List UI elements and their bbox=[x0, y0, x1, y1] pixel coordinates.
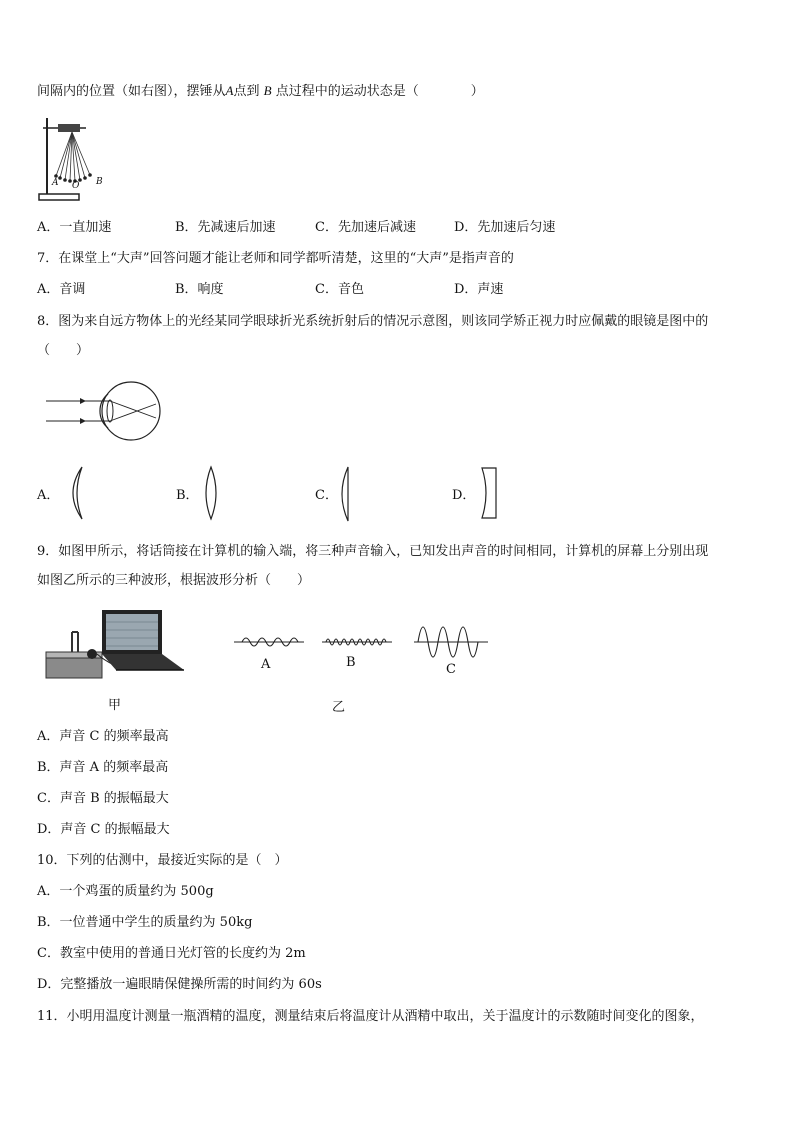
q8-stem: 8．图为来自远方物体上的光经某同学眼球折光系统折射后的情况示意图，则该同学矫正视力时应佩戴的眼镜是图中的 bbox=[37, 314, 709, 329]
q8-option-c-label[interactable]: C． bbox=[315, 488, 338, 503]
q7-option-a[interactable]: A．音调 bbox=[37, 282, 86, 297]
q10-option-a[interactable]: A．一个鸡蛋的质量约为 500g bbox=[37, 884, 214, 899]
q9-stem-line2: 如图乙所示的三种波形，根据波形分析（ ） bbox=[37, 573, 311, 588]
fig-jia-label: 甲 bbox=[108, 698, 122, 713]
eye-diagram bbox=[44, 380, 164, 442]
wave-label-c: C bbox=[446, 662, 456, 677]
q10-stem: 10．下列的估测中，最接近实际的是（ ） bbox=[37, 853, 288, 868]
q7-option-c[interactable]: C．音色 bbox=[315, 282, 364, 297]
q9-option-b[interactable]: B．声音 A 的频率最高 bbox=[37, 760, 169, 775]
q7-option-d[interactable]: D．声速 bbox=[454, 282, 504, 297]
microphone-computer-figure bbox=[42, 608, 187, 683]
q11-stem: 11．小明用温度计测量一瓶酒精的温度，测量结束后将温度计从酒精中取出，关于温度计的示数随时间变化的图象， bbox=[37, 1009, 704, 1024]
q7-option-b[interactable]: B．响度 bbox=[175, 282, 224, 297]
lens-concave-icon bbox=[478, 465, 500, 521]
q10-option-b[interactable]: B．一位普通中学生的质量约为 50kg bbox=[37, 915, 253, 930]
q6-option-b[interactable]: B．先减速后加速 bbox=[175, 220, 276, 235]
q8-stem-paren: （ ） bbox=[37, 343, 90, 358]
q9-option-a[interactable]: A．声音 C 的频率最高 bbox=[37, 729, 169, 744]
q8-option-d-label[interactable]: D． bbox=[452, 488, 476, 503]
q9-option-c[interactable]: C．声音 B 的振幅最大 bbox=[37, 791, 169, 806]
lens-concave-meniscus-icon bbox=[62, 465, 88, 521]
q9-stem: 9．如图甲所示，将话筒接在计算机的输入端，将三种声音输入，已知发出声音的时间相同，计算机的屏幕上分别出现 bbox=[37, 544, 709, 559]
q6-option-d[interactable]: D．先加速后匀速 bbox=[454, 220, 556, 235]
lens-convex-icon bbox=[200, 465, 222, 521]
q7-stem: 7．在课堂上“大声”回答问题才能让老师和同学都听清楚，这里的“大声”是指声音的 bbox=[37, 251, 514, 266]
fig-label-o: O bbox=[72, 181, 80, 191]
fig-label-b: B bbox=[96, 177, 103, 187]
lens-plano-convex-icon bbox=[336, 465, 356, 523]
fig-label-a: A bbox=[52, 178, 59, 188]
wave-label-a: A bbox=[261, 657, 271, 672]
q10-option-c[interactable]: C．教室中使用的普通日光灯管的长度约为 2m bbox=[37, 946, 306, 961]
q10-option-d[interactable]: D．完整播放一遍眼睛保健操所需的时间约为 60s bbox=[37, 977, 322, 992]
wave-label-b: B bbox=[346, 655, 356, 670]
q9-option-d[interactable]: D．声音 C 的振幅最大 bbox=[37, 822, 170, 837]
q6-option-c[interactable]: C．先加速后减速 bbox=[315, 220, 416, 235]
q8-option-a-label[interactable]: A． bbox=[37, 488, 60, 503]
waveforms-figure bbox=[232, 618, 492, 664]
q6-stem: 间隔内的位置（如右图），摆锤从A点到 B 点过程中的运动状态是（ ） bbox=[37, 83, 484, 99]
fig-yi-label: 乙 bbox=[332, 700, 346, 715]
q8-option-b-label[interactable]: B． bbox=[176, 488, 199, 503]
q6-option-a[interactable]: A．一直加速 bbox=[37, 220, 112, 235]
